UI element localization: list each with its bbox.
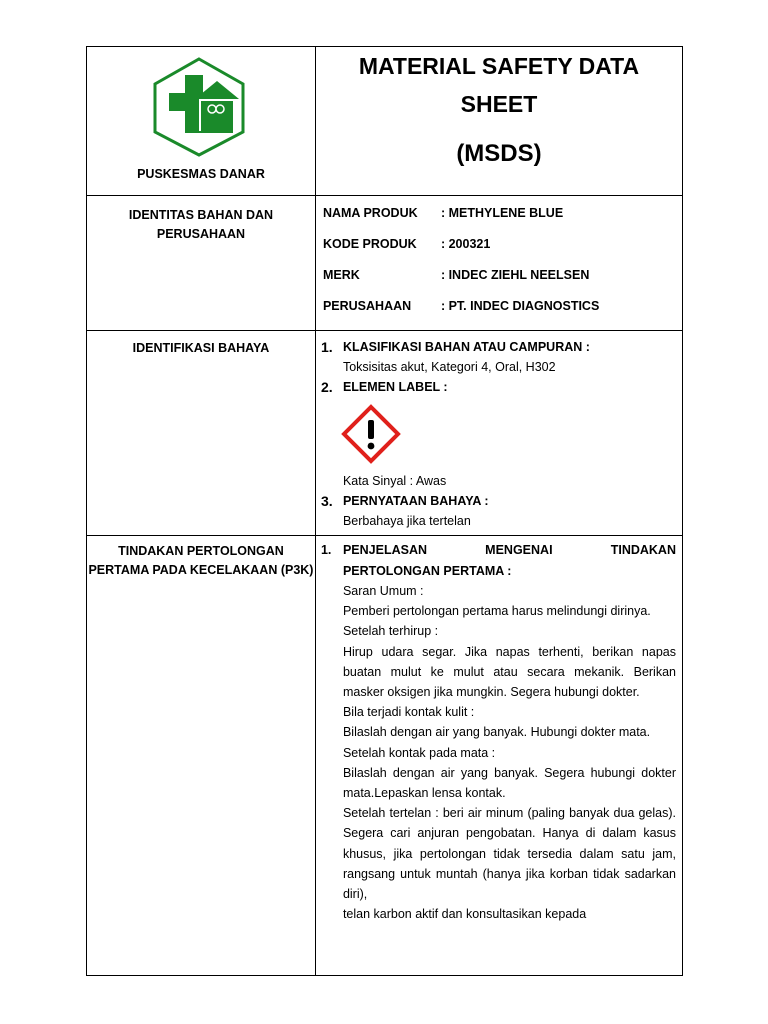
inhalation-label: Setelah terhirup : [342, 624, 439, 639]
msds-table [86, 46, 683, 976]
general-advice-text: Pemberi pertolongan pertama harus melindungi dirinya. [342, 604, 651, 619]
ingestion-text-continued: telan karbon aktif dan konsultasikan kepada [342, 907, 587, 922]
hazard-statement-heading: 3. PERNYATAAN BAHAYA : [320, 493, 489, 509]
puskesmas-logo-icon [149, 57, 249, 157]
hazard-statement-text: Berbahaya jika tertelan [342, 514, 471, 528]
first-aid-heading-line1: PENJELASAN MENGENAI TINDAKAN [342, 543, 676, 557]
product-name-row [323, 206, 676, 237]
first-aid-label: TINDAKAN PERTOLONGAN PERTAMA PADA KECELAKAAN (P3K) [87, 536, 316, 976]
classification-title: KLASIFIKASI BAHAN ATAU CAMPURAN : [342, 340, 590, 354]
org-name: PUSKESMAS DANAR [137, 167, 265, 181]
signal-word: Kata Sinyal : Awas [342, 474, 447, 488]
company-key: PERUSAHAAN [322, 299, 412, 313]
doc-title-line1: MATERIAL SAFETY DATA [358, 53, 640, 79]
brand-key: MERK [322, 268, 360, 282]
doc-title-line2: SHEET [460, 91, 538, 117]
eye-contact-label: Setelah kontak pada mata : [342, 745, 496, 760]
inhalation-text: Hirup udara segar. Jika napas terhenti, berikan napas buatan mulut ke mulut atau secara mekanik. Berikan masker oksigen jika mungkin. Segera hubungi dokter. [342, 644, 676, 700]
doc-title-line3: (MSDS) [456, 140, 542, 167]
classification-text: Toksisitas akut, Kategori 4, Oral, H302 [342, 360, 556, 374]
product-code-key: KODE PRODUK [322, 237, 417, 251]
skin-contact-text: Bilaslah dengan air yang banyak. Hubungi dokter mata. [342, 725, 651, 740]
product-code-value: : 200321 [440, 237, 491, 251]
identity-label: IDENTITAS BAHAN DAN PERUSAHAAN [87, 196, 316, 331]
eye-contact-text: Bilaslah dengan air yang banyak. Segera hubungi dokter mata.Lepaskan lensa kontak. [342, 765, 676, 801]
ghs-exclamation-icon [341, 404, 401, 464]
first-aid-heading-line2: PERTOLONGAN PERTAMA : [342, 563, 512, 578]
skin-contact-label: Bila terjadi kontak kulit : [342, 705, 475, 720]
label-elements-heading: 2. ELEMEN LABEL : [320, 379, 448, 395]
hazard-statement-title: PERNYATAAN BAHAYA : [342, 494, 489, 508]
label-elements-title: ELEMEN LABEL : [342, 380, 448, 394]
company-row [323, 299, 676, 330]
logo-cell [87, 47, 316, 196]
classification-heading: 1. KLASIFIKASI BAHAN ATAU CAMPURAN : [320, 339, 590, 355]
ingestion-text: Setelah tertelan : beri air minum (paling banyak dua gelas). Segera cari anjuran pengobatan. Hanya di dalam kasus khusus, jika pertolongan tidak tersedia dalam satu jam, rangsang untuk muntah (hanya jika korban tidak sadarkan diri), [342, 806, 676, 902]
brand-row [323, 268, 676, 299]
hazard-label: IDENTIFIKASI BAHAYA [87, 331, 316, 536]
first-aid-heading: 1. PENJELASAN MENGENAI TINDAKAN [321, 540, 676, 561]
hazard-details [315, 331, 682, 536]
product-code-row [323, 237, 676, 268]
product-name-key: NAMA PRODUK [322, 206, 418, 220]
identity-details [315, 196, 682, 331]
brand-value: : INDEC ZIEHL NEELSEN [440, 268, 590, 282]
product-name-value: : METHYLENE BLUE [440, 206, 564, 220]
company-value: : PT. INDEC DIAGNOSTICS [440, 299, 600, 313]
title-cell [315, 47, 682, 196]
general-advice-label: Saran Umum : [342, 584, 424, 598]
first-aid-details [315, 536, 682, 976]
